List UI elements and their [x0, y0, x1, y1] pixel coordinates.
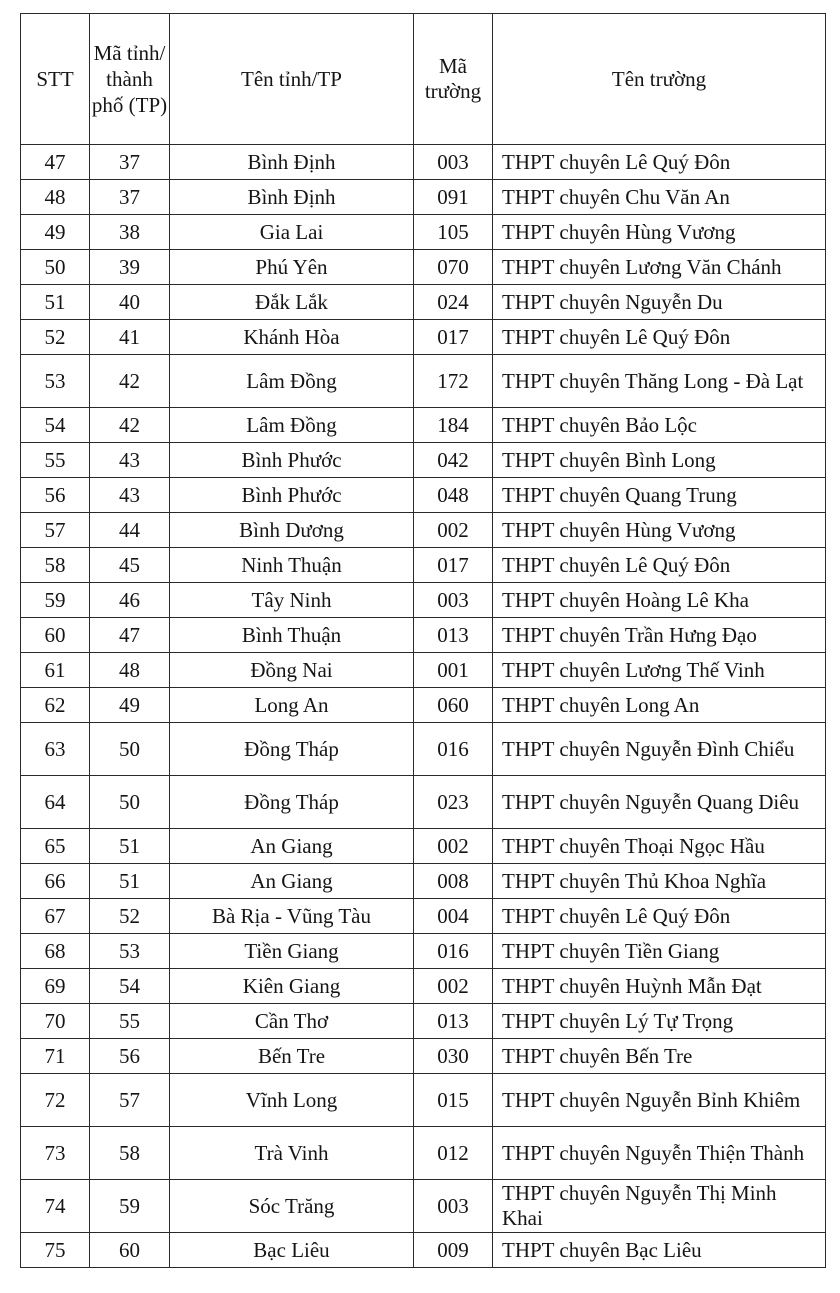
row-province-name: Đắk Lắk [170, 285, 414, 320]
table-row [21, 864, 826, 899]
row-province-name: Phú Yên [170, 250, 414, 285]
header-stt: STT [21, 14, 90, 145]
row-province-code: 46 [90, 583, 170, 618]
table-row [21, 1233, 826, 1268]
row-school-code: 016 [414, 934, 493, 969]
row-stt: 55 [21, 443, 90, 478]
row-province-name: Bạc Liêu [170, 1233, 414, 1268]
row-province-name: Khánh Hòa [170, 320, 414, 355]
row-province-code: 60 [90, 1233, 170, 1268]
row-stt: 75 [21, 1233, 90, 1268]
row-province-code: 44 [90, 513, 170, 548]
row-province-code: 52 [90, 899, 170, 934]
row-school-code: 017 [414, 548, 493, 583]
table-row [21, 285, 826, 320]
row-school-code: 042 [414, 443, 493, 478]
row-province-code: 58 [90, 1127, 170, 1180]
row-province-name: Long An [170, 688, 414, 723]
row-school-name: THPT chuyên Bình Long [493, 443, 826, 478]
table-row [21, 180, 826, 215]
row-province-code: 55 [90, 1004, 170, 1039]
row-province-name: An Giang [170, 829, 414, 864]
row-province-code: 42 [90, 408, 170, 443]
row-province-name: Vĩnh Long [170, 1074, 414, 1127]
row-stt: 74 [21, 1180, 90, 1233]
row-province-code: 51 [90, 829, 170, 864]
table-row [21, 1039, 826, 1074]
row-stt: 64 [21, 776, 90, 829]
table-row [21, 548, 826, 583]
row-school-code: 048 [414, 478, 493, 513]
table-row [21, 215, 826, 250]
row-province-name: Ninh Thuận [170, 548, 414, 583]
row-school-name: THPT chuyên Bảo Lộc [493, 408, 826, 443]
row-school-name: THPT chuyên Quang Trung [493, 478, 826, 513]
table-row [21, 899, 826, 934]
table-header [21, 14, 826, 145]
row-school-name: THPT chuyên Lê Quý Đôn [493, 145, 826, 180]
row-province-name: Lâm Đồng [170, 408, 414, 443]
table-body [21, 145, 826, 1268]
row-school-name: THPT chuyên Huỳnh Mẫn Đạt [493, 969, 826, 1004]
row-province-code: 57 [90, 1074, 170, 1127]
header-school-code: Mã trường [414, 14, 493, 145]
row-school-code: 172 [414, 355, 493, 408]
row-province-name: Bình Phước [170, 443, 414, 478]
row-province-name: Tiền Giang [170, 934, 414, 969]
row-province-name: Bình Thuận [170, 618, 414, 653]
table-row [21, 1127, 826, 1180]
row-school-code: 012 [414, 1127, 493, 1180]
row-stt: 60 [21, 618, 90, 653]
row-school-code: 013 [414, 618, 493, 653]
table-row [21, 355, 826, 408]
row-province-code: 38 [90, 215, 170, 250]
row-province-name: Gia Lai [170, 215, 414, 250]
row-province-name: Bình Phước [170, 478, 414, 513]
row-school-code: 016 [414, 723, 493, 776]
row-province-name: Cần Thơ [170, 1004, 414, 1039]
row-school-code: 001 [414, 653, 493, 688]
row-stt: 66 [21, 864, 90, 899]
header-province-code: Mã tỉnh/ thành phố (TP) [90, 14, 170, 145]
row-school-code: 060 [414, 688, 493, 723]
row-school-code: 017 [414, 320, 493, 355]
row-school-code: 013 [414, 1004, 493, 1039]
row-province-name: Bình Định [170, 180, 414, 215]
row-stt: 47 [21, 145, 90, 180]
row-school-name: THPT chuyên Lê Quý Đôn [493, 899, 826, 934]
row-province-name: Bà Rịa - Vũng Tàu [170, 899, 414, 934]
row-school-name: THPT chuyên Nguyễn Đình Chiểu [493, 723, 826, 776]
row-school-code: 009 [414, 1233, 493, 1268]
row-stt: 73 [21, 1127, 90, 1180]
row-province-code: 59 [90, 1180, 170, 1233]
schools-table [20, 13, 826, 1268]
table-row [21, 443, 826, 478]
row-stt: 51 [21, 285, 90, 320]
table-row [21, 145, 826, 180]
row-province-code: 37 [90, 180, 170, 215]
row-school-name: THPT chuyên Lý Tự Trọng [493, 1004, 826, 1039]
row-school-name: THPT chuyên Thoại Ngọc Hầu [493, 829, 826, 864]
row-province-code: 47 [90, 618, 170, 653]
row-school-code: 023 [414, 776, 493, 829]
row-province-code: 41 [90, 320, 170, 355]
row-province-code: 45 [90, 548, 170, 583]
row-province-name: Bình Dương [170, 513, 414, 548]
row-school-name: THPT chuyên Hùng Vương [493, 215, 826, 250]
row-school-code: 030 [414, 1039, 493, 1074]
table-row [21, 618, 826, 653]
table-row [21, 688, 826, 723]
row-school-code: 002 [414, 829, 493, 864]
table-row [21, 583, 826, 618]
row-school-code: 105 [414, 215, 493, 250]
row-school-name: THPT chuyên Thủ Khoa Nghĩa [493, 864, 826, 899]
row-stt: 50 [21, 250, 90, 285]
table-row [21, 776, 826, 829]
row-stt: 63 [21, 723, 90, 776]
row-school-code: 008 [414, 864, 493, 899]
row-stt: 61 [21, 653, 90, 688]
row-school-name: THPT chuyên Tiền Giang [493, 934, 826, 969]
row-province-code: 43 [90, 443, 170, 478]
row-province-code: 50 [90, 776, 170, 829]
row-school-name: THPT chuyên Nguyễn Quang Diêu [493, 776, 826, 829]
table-row [21, 934, 826, 969]
row-school-code: 004 [414, 899, 493, 934]
row-school-name: THPT chuyên Thăng Long - Đà Lạt [493, 355, 826, 408]
table-row [21, 1074, 826, 1127]
table-row [21, 653, 826, 688]
row-school-name: THPT chuyên Trần Hưng Đạo [493, 618, 826, 653]
table-row [21, 969, 826, 1004]
row-province-code: 51 [90, 864, 170, 899]
row-province-code: 50 [90, 723, 170, 776]
row-province-name: Tây Ninh [170, 583, 414, 618]
row-school-code: 091 [414, 180, 493, 215]
row-stt: 59 [21, 583, 90, 618]
row-school-code: 003 [414, 145, 493, 180]
row-stt: 65 [21, 829, 90, 864]
row-school-name: THPT chuyên Lương Thế Vinh [493, 653, 826, 688]
row-province-name: Sóc Trăng [170, 1180, 414, 1233]
row-stt: 68 [21, 934, 90, 969]
row-school-name: THPT chuyên Nguyễn Thị Minh Khai [493, 1180, 826, 1233]
row-school-code: 015 [414, 1074, 493, 1127]
row-stt: 69 [21, 969, 90, 1004]
table-row [21, 723, 826, 776]
row-province-name: Bến Tre [170, 1039, 414, 1074]
row-school-name: THPT chuyên Bến Tre [493, 1039, 826, 1074]
row-province-code: 56 [90, 1039, 170, 1074]
row-school-code: 184 [414, 408, 493, 443]
table-row [21, 478, 826, 513]
row-stt: 67 [21, 899, 90, 934]
row-school-name: THPT chuyên Lê Quý Đôn [493, 320, 826, 355]
row-stt: 58 [21, 548, 90, 583]
row-province-code: 43 [90, 478, 170, 513]
row-province-code: 48 [90, 653, 170, 688]
row-stt: 54 [21, 408, 90, 443]
row-stt: 62 [21, 688, 90, 723]
table-row [21, 1004, 826, 1039]
row-province-code: 37 [90, 145, 170, 180]
row-province-name: Đồng Tháp [170, 776, 414, 829]
row-province-code: 40 [90, 285, 170, 320]
row-province-code: 49 [90, 688, 170, 723]
row-province-name: An Giang [170, 864, 414, 899]
row-school-code: 003 [414, 1180, 493, 1233]
table-row [21, 250, 826, 285]
row-school-name: THPT chuyên Chu Văn An [493, 180, 826, 215]
row-school-code: 024 [414, 285, 493, 320]
table-row [21, 320, 826, 355]
row-school-name: THPT chuyên Hùng Vương [493, 513, 826, 548]
header-province-name: Tên tỉnh/TP [170, 14, 414, 145]
row-province-name: Kiên Giang [170, 969, 414, 1004]
row-stt: 48 [21, 180, 90, 215]
row-province-name: Bình Định [170, 145, 414, 180]
row-school-name: THPT chuyên Long An [493, 688, 826, 723]
row-school-name: THPT chuyên Hoàng Lê Kha [493, 583, 826, 618]
row-stt: 71 [21, 1039, 90, 1074]
row-stt: 53 [21, 355, 90, 408]
row-school-code: 002 [414, 969, 493, 1004]
row-stt: 70 [21, 1004, 90, 1039]
header-row [21, 14, 826, 145]
table-row [21, 829, 826, 864]
row-stt: 52 [21, 320, 90, 355]
row-school-name: THPT chuyên Lương Văn Chánh [493, 250, 826, 285]
row-school-code: 070 [414, 250, 493, 285]
row-stt: 72 [21, 1074, 90, 1127]
header-school-name: Tên trường [493, 14, 826, 145]
row-province-name: Trà Vinh [170, 1127, 414, 1180]
row-stt: 56 [21, 478, 90, 513]
row-stt: 57 [21, 513, 90, 548]
row-province-code: 42 [90, 355, 170, 408]
row-province-code: 54 [90, 969, 170, 1004]
row-school-name: THPT chuyên Bạc Liêu [493, 1233, 826, 1268]
row-province-code: 53 [90, 934, 170, 969]
row-school-name: THPT chuyên Nguyễn Thiện Thành [493, 1127, 826, 1180]
row-school-name: THPT chuyên Lê Quý Đôn [493, 548, 826, 583]
row-stt: 49 [21, 215, 90, 250]
row-school-code: 003 [414, 583, 493, 618]
row-province-name: Đồng Tháp [170, 723, 414, 776]
row-province-code: 39 [90, 250, 170, 285]
row-province-name: Lâm Đồng [170, 355, 414, 408]
row-school-name: THPT chuyên Nguyễn Du [493, 285, 826, 320]
row-province-name: Đồng Nai [170, 653, 414, 688]
table-row [21, 408, 826, 443]
table-row [21, 513, 826, 548]
row-school-name: THPT chuyên Nguyễn Bỉnh Khiêm [493, 1074, 826, 1127]
table-row [21, 1180, 826, 1233]
row-school-code: 002 [414, 513, 493, 548]
